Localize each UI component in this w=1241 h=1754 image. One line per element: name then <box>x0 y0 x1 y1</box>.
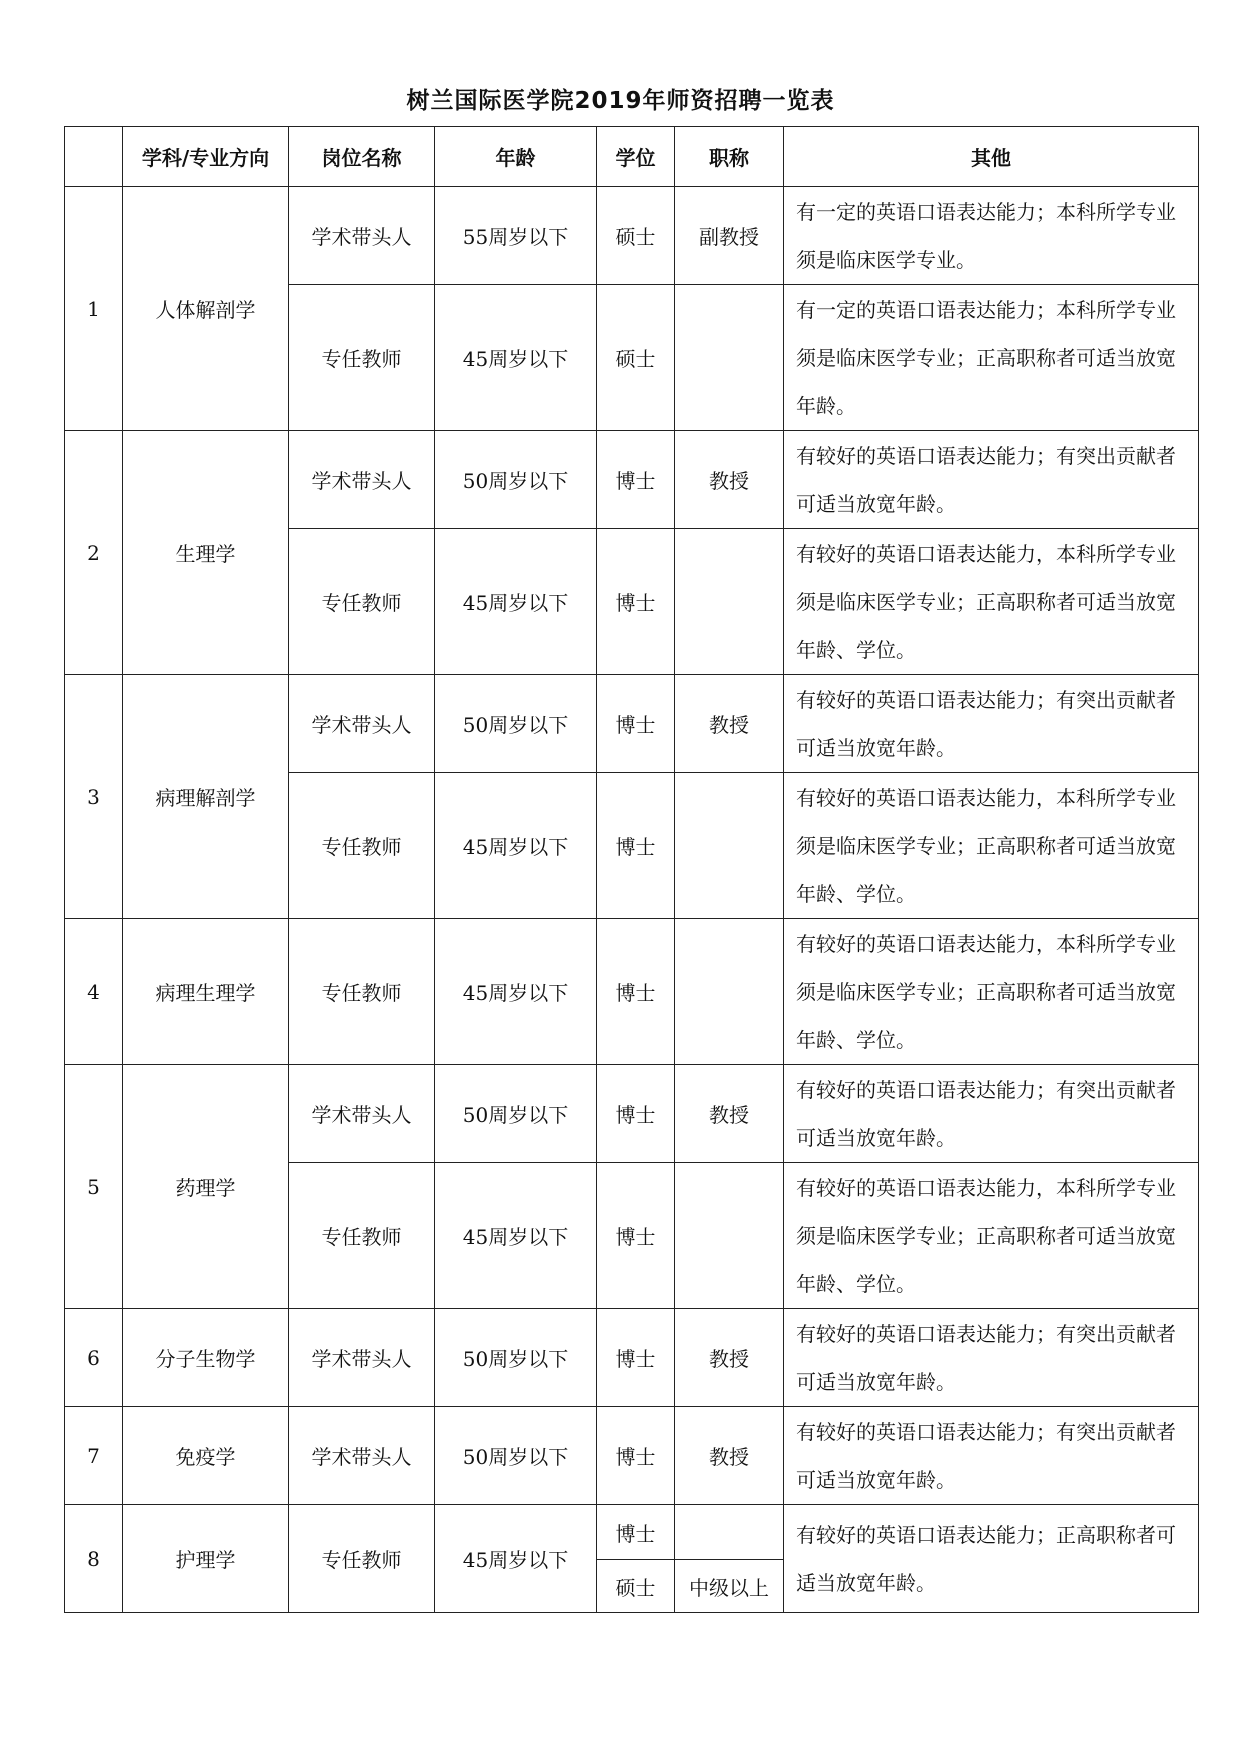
age-cell: 50周岁以下 <box>435 1309 597 1407</box>
row-number: 5 <box>65 1065 123 1309</box>
subject-cell: 免疫学 <box>123 1407 289 1505</box>
other-cell: 有较好的英语口语表达能力，本科所学专业须是临床医学专业；正高职称者可适当放宽年龄、学位。 <box>784 773 1199 919</box>
row-number: 4 <box>65 919 123 1065</box>
rank-cell <box>675 919 784 1065</box>
header-row <box>65 127 1199 187</box>
position-cell: 学术带头人 <box>289 1407 435 1505</box>
position-cell: 专任教师 <box>289 773 435 919</box>
row-number: 7 <box>65 1407 123 1505</box>
row-number: 8 <box>65 1505 123 1613</box>
position-cell: 学术带头人 <box>289 675 435 773</box>
header-position: 岗位名称 <box>289 127 435 187</box>
header-other: 其他 <box>784 127 1199 187</box>
subject-cell: 护理学 <box>123 1505 289 1613</box>
rank-cell <box>675 1505 784 1560</box>
rank-cell: 副教授 <box>675 187 784 285</box>
age-cell: 45周岁以下 <box>435 529 597 675</box>
table-row <box>65 1309 1199 1407</box>
rank-cell <box>675 1163 784 1309</box>
subject-cell: 生理学 <box>123 431 289 675</box>
table-row <box>65 187 1199 285</box>
other-cell: 有较好的英语口语表达能力，本科所学专业须是临床医学专业；正高职称者可适当放宽年龄、学位。 <box>784 1163 1199 1309</box>
row-number: 6 <box>65 1309 123 1407</box>
degree-cell: 博士 <box>597 919 675 1065</box>
other-cell: 有较好的英语口语表达能力；有突出贡献者可适当放宽年龄。 <box>784 1309 1199 1407</box>
position-cell: 专任教师 <box>289 1163 435 1309</box>
age-cell: 50周岁以下 <box>435 431 597 529</box>
rank-cell: 教授 <box>675 1309 784 1407</box>
rank-cell: 教授 <box>675 1407 784 1505</box>
rank-cell: 教授 <box>675 431 784 529</box>
degree-cell: 博士 <box>597 1309 675 1407</box>
table-row <box>65 431 1199 529</box>
rank-cell: 中级以上 <box>675 1560 784 1613</box>
other-cell: 有较好的英语口语表达能力；有突出贡献者可适当放宽年龄。 <box>784 1065 1199 1163</box>
header-rank: 职称 <box>675 127 784 187</box>
degree-cell: 博士 <box>597 1163 675 1309</box>
position-cell: 学术带头人 <box>289 1309 435 1407</box>
degree-cell: 博士 <box>597 773 675 919</box>
header-no <box>65 127 123 187</box>
other-cell: 有较好的英语口语表达能力，本科所学专业须是临床医学专业；正高职称者可适当放宽年龄、学位。 <box>784 529 1199 675</box>
other-cell: 有较好的英语口语表达能力；有突出贡献者可适当放宽年龄。 <box>784 1407 1199 1505</box>
table-row <box>65 1407 1199 1505</box>
row-number: 1 <box>65 187 123 431</box>
rank-cell: 教授 <box>675 1065 784 1163</box>
table-row <box>65 919 1199 1065</box>
subject-cell: 分子生物学 <box>123 1309 289 1407</box>
degree-cell: 硕士 <box>597 187 675 285</box>
other-cell: 有较好的英语口语表达能力；有突出贡献者可适当放宽年龄。 <box>784 675 1199 773</box>
table-row <box>65 1065 1199 1163</box>
age-cell: 45周岁以下 <box>435 285 597 431</box>
position-cell: 学术带头人 <box>289 1065 435 1163</box>
age-cell: 55周岁以下 <box>435 187 597 285</box>
subject-cell: 病理解剖学 <box>123 675 289 919</box>
other-cell: 有较好的英语口语表达能力；有突出贡献者可适当放宽年龄。 <box>784 431 1199 529</box>
other-cell: 有较好的英语口语表达能力，本科所学专业须是临床医学专业；正高职称者可适当放宽年龄、学位。 <box>784 919 1199 1065</box>
header-subject: 学科/专业方向 <box>123 127 289 187</box>
document-title: 树兰国际医学院2019年师资招聘一览表 <box>406 88 835 114</box>
age-cell: 50周岁以下 <box>435 675 597 773</box>
age-cell: 45周岁以下 <box>435 773 597 919</box>
rank-cell <box>675 773 784 919</box>
age-cell: 45周岁以下 <box>435 1163 597 1309</box>
subject-cell: 药理学 <box>123 1065 289 1309</box>
rank-cell: 教授 <box>675 675 784 773</box>
position-cell: 专任教师 <box>289 285 435 431</box>
age-cell: 45周岁以下 <box>435 1505 597 1613</box>
recruitment-table <box>64 126 1199 1613</box>
other-cell: 有较好的英语口语表达能力；正高职称者可适当放宽年龄。 <box>784 1505 1199 1613</box>
position-cell: 专任教师 <box>289 529 435 675</box>
header-age: 年龄 <box>435 127 597 187</box>
rank-cell <box>675 529 784 675</box>
degree-cell: 博士 <box>597 431 675 529</box>
degree-cell: 硕士 <box>597 1560 675 1613</box>
rank-cell <box>675 285 784 431</box>
degree-cell: 博士 <box>597 675 675 773</box>
position-cell: 专任教师 <box>289 1505 435 1613</box>
table-row <box>65 1505 1199 1560</box>
row-number: 3 <box>65 675 123 919</box>
degree-cell: 博士 <box>597 1505 675 1560</box>
position-cell: 学术带头人 <box>289 431 435 529</box>
degree-cell: 博士 <box>597 529 675 675</box>
header-degree: 学位 <box>597 127 675 187</box>
position-cell: 专任教师 <box>289 919 435 1065</box>
degree-cell: 博士 <box>597 1065 675 1163</box>
table-row <box>65 675 1199 773</box>
age-cell: 50周岁以下 <box>435 1407 597 1505</box>
age-cell: 45周岁以下 <box>435 919 597 1065</box>
degree-cell: 硕士 <box>597 285 675 431</box>
degree-cell: 博士 <box>597 1407 675 1505</box>
position-cell: 学术带头人 <box>289 187 435 285</box>
subject-cell: 病理生理学 <box>123 919 289 1065</box>
subject-cell: 人体解剖学 <box>123 187 289 431</box>
other-cell: 有一定的英语口语表达能力；本科所学专业须是临床医学专业。 <box>784 187 1199 285</box>
other-cell: 有一定的英语口语表达能力；本科所学专业须是临床医学专业；正高职称者可适当放宽年龄。 <box>784 285 1199 431</box>
age-cell: 50周岁以下 <box>435 1065 597 1163</box>
row-number: 2 <box>65 431 123 675</box>
